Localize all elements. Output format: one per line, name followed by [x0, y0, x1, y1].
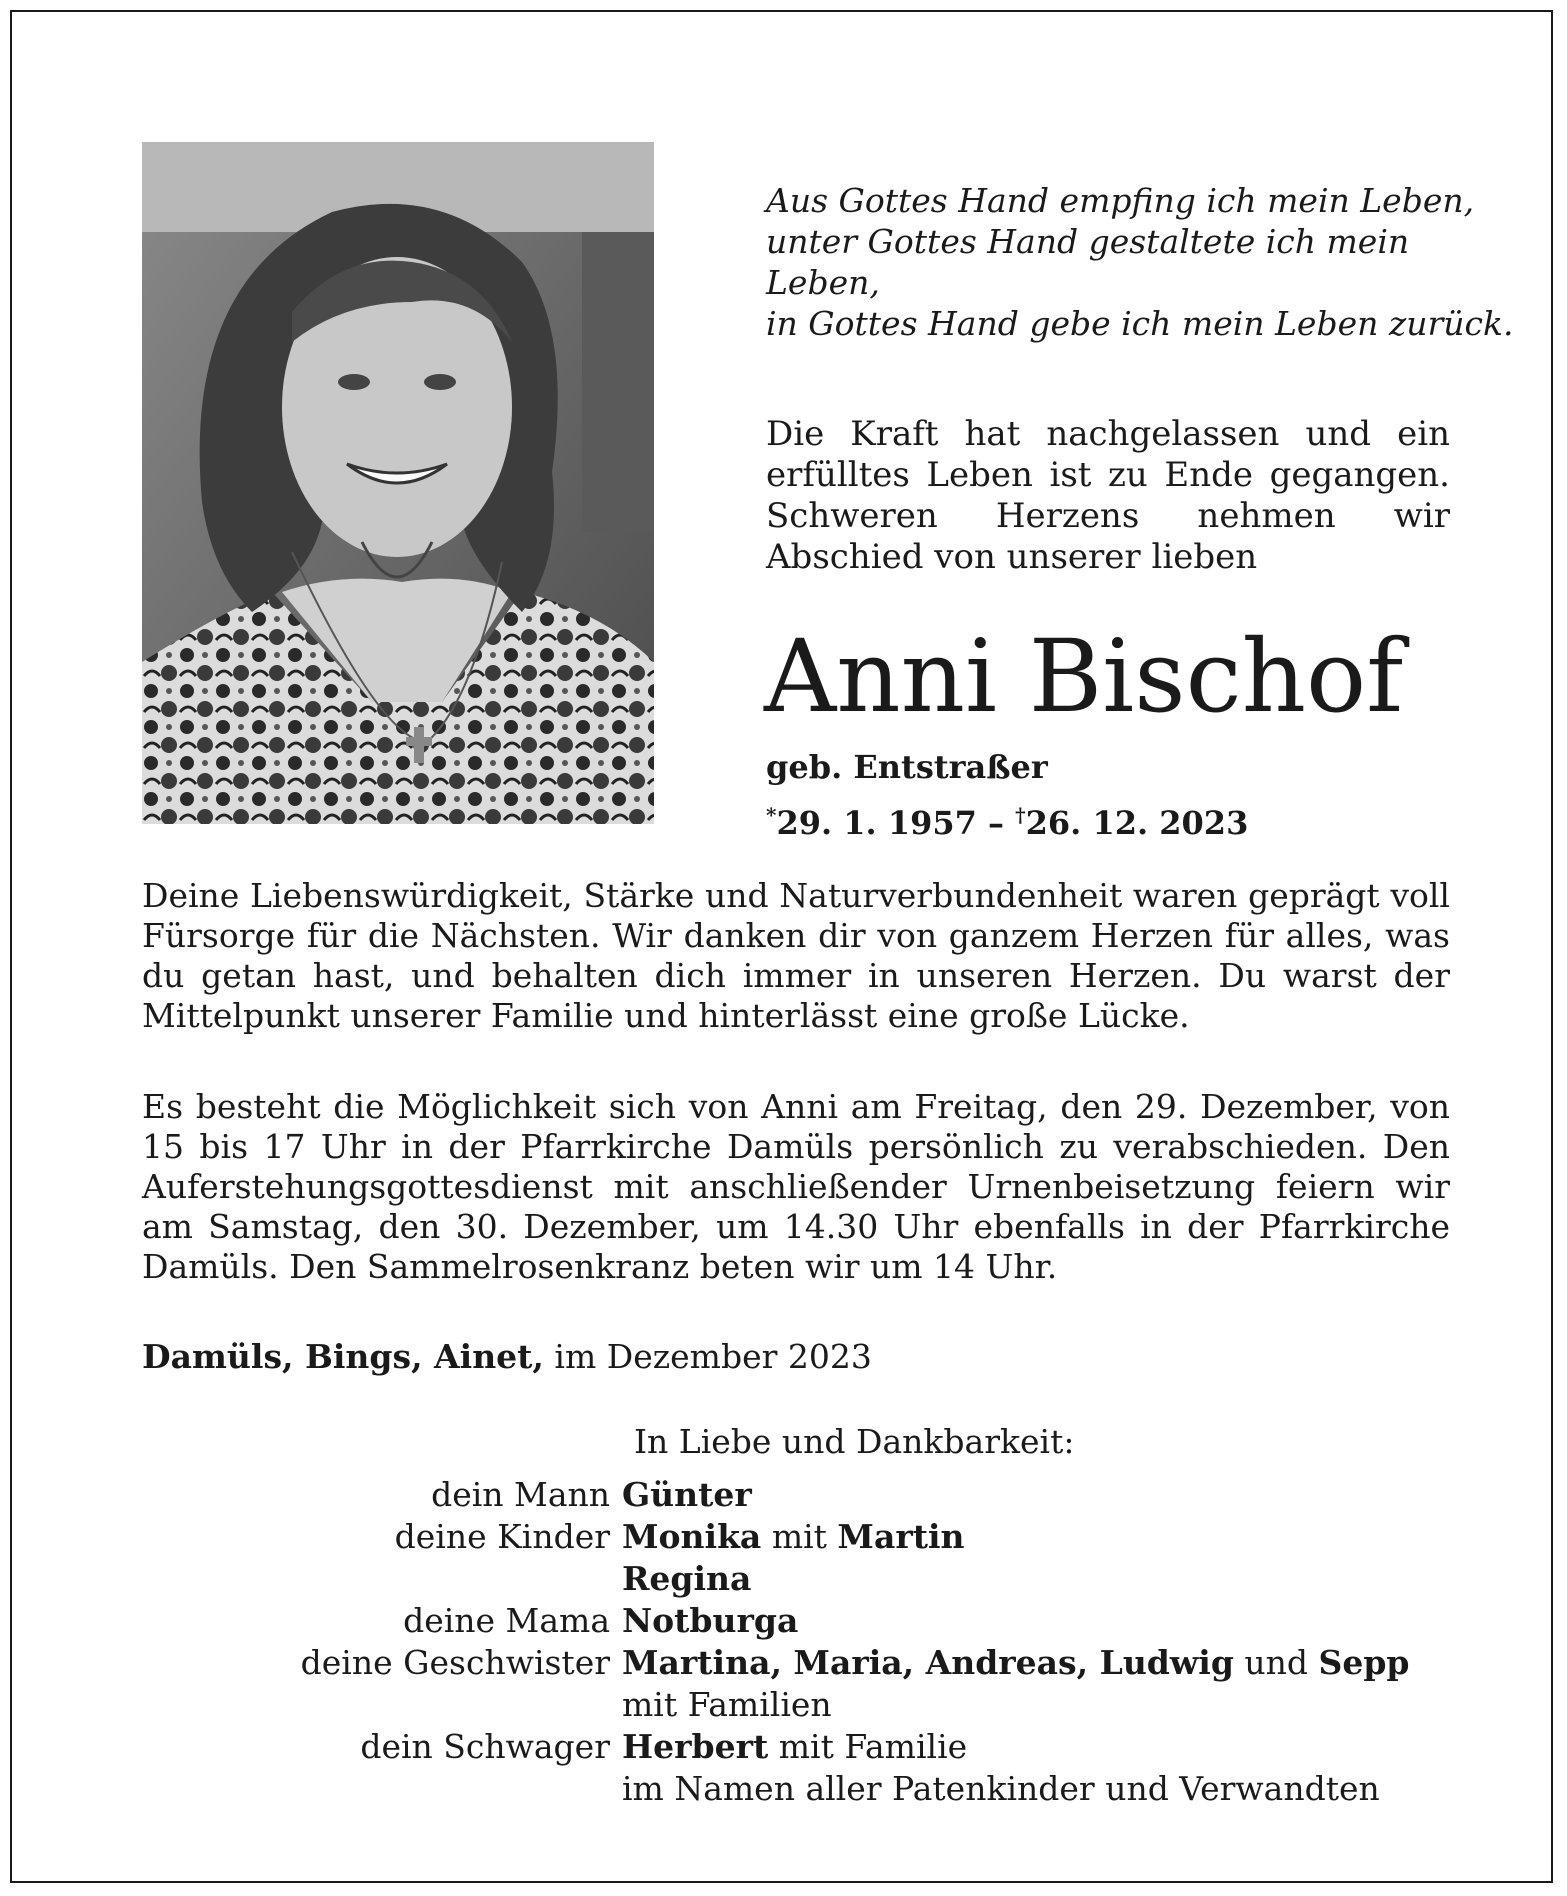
- mourner-name: Monika: [622, 1517, 762, 1556]
- relation-label: [142, 1558, 622, 1600]
- verse-line: in Gottes Hand gebe ich mein Leben zurück.: [766, 304, 1514, 343]
- relation-label: deine Kinder: [394, 1517, 610, 1556]
- mourner-row: [142, 1684, 1502, 1726]
- mourner-names: [622, 1600, 798, 1642]
- mourner-names: [622, 1726, 967, 1768]
- mourners-list: [142, 1474, 1502, 1810]
- maiden-name: geb. Entstraßer: [766, 748, 1048, 786]
- connector-text: mit Familien: [622, 1685, 832, 1724]
- mourner-row: [142, 1726, 1502, 1768]
- mourner-names: [622, 1516, 965, 1558]
- mourner-names: [622, 1558, 751, 1600]
- mourner-name: Sepp: [1318, 1643, 1410, 1682]
- tribute-paragraph: Deine Liebenswürdigkeit, Stärke und Naturverbundenheit waren geprägt voll Fürsorge für die Nächsten. Wir danken dir von ganzem Herzen für alles, was du getan hast, und behalten dich immer in unseren Herzen. Du warst der Mittelpunkt unserer Familie und hinterlässt eine große Lücke.: [142, 876, 1450, 1035]
- deceased-name: Anni Bischof: [764, 618, 1404, 735]
- birth-date: 29. 1. 1957: [776, 804, 977, 842]
- verse-quote: [766, 180, 1526, 344]
- portrait-illustration: [142, 142, 654, 824]
- life-dates: [766, 795, 1248, 843]
- mourner-names: [622, 1684, 832, 1726]
- birth-symbol: *: [766, 803, 777, 827]
- notice-date: im Dezember 2023: [543, 1337, 872, 1376]
- relation-label: dein Schwager: [360, 1727, 610, 1766]
- place-and-date: [142, 1337, 872, 1377]
- connector-text: im Namen aller Patenkinder und Verwandten: [622, 1769, 1380, 1808]
- mourner-names: [622, 1642, 1410, 1684]
- mourner-row: [142, 1474, 1502, 1516]
- relation-label: deine Geschwister: [300, 1643, 610, 1682]
- date-separator: –: [976, 804, 1016, 842]
- closing-phrase: In Liebe und Dankbarkeit:: [634, 1422, 1075, 1461]
- mourner-name: Regina: [622, 1559, 752, 1598]
- funeral-info-paragraph: Es besteht die Möglichkeit sich von Anni am Freitag, den 29. Dezember, von 15 bis 17 Uhr in der Pfarrkirche Damüls persönlich zu verabschieden. Den Auferstehungsgottesdienst mit anschließender Urnenbeisetzung feiern wir am Samstag, den 30. Dezember, um 14.30 Uhr ebenfalls in der Pfarrkirche Damüls. Den Sammelrosenkranz beten wir um 14 Uhr.: [142, 1087, 1450, 1286]
- mourner-name: Notburga: [622, 1601, 799, 1640]
- mourner-name: Günter: [622, 1475, 752, 1514]
- mourner-names: [622, 1768, 1380, 1810]
- verse-line: Aus Gottes Hand empfing ich mein Leben,: [766, 181, 1475, 220]
- mourner-names: [622, 1474, 752, 1516]
- mourner-name: Martina, Maria, Andreas, Ludwig: [622, 1643, 1234, 1682]
- mourner-name: Herbert: [622, 1727, 769, 1766]
- death-date: 26. 12. 2023: [1025, 804, 1249, 842]
- connector-text: mit Familie: [768, 1727, 968, 1766]
- obituary-card: [10, 10, 1553, 1883]
- mourner-row: [142, 1516, 1502, 1558]
- connector-text: und: [1233, 1643, 1319, 1682]
- death-symbol: †: [1015, 803, 1026, 827]
- mourner-row: [142, 1768, 1502, 1810]
- portrait-photo: [142, 142, 654, 824]
- relation-label: dein Mann: [431, 1475, 610, 1514]
- place-names: Damüls, Bings, Ainet,: [142, 1337, 544, 1376]
- mourner-row: [142, 1600, 1502, 1642]
- connector-text: mit: [761, 1517, 838, 1556]
- intro-text: Die Kraft hat nachgelassen und ein erfülltes Leben ist zu Ende gegangen. Schweren Herzens nehmen wir Abschied von unserer lieben: [766, 414, 1450, 577]
- verse-line: unter Gottes Hand gestaltete ich mein Leben,: [766, 222, 1410, 302]
- mourner-name: Martin: [837, 1517, 965, 1556]
- mourner-row: [142, 1642, 1502, 1684]
- relation-label: [142, 1684, 622, 1726]
- relation-label: [142, 1768, 622, 1810]
- relation-label: deine Mama: [403, 1601, 610, 1640]
- mourner-row: [142, 1558, 1502, 1600]
